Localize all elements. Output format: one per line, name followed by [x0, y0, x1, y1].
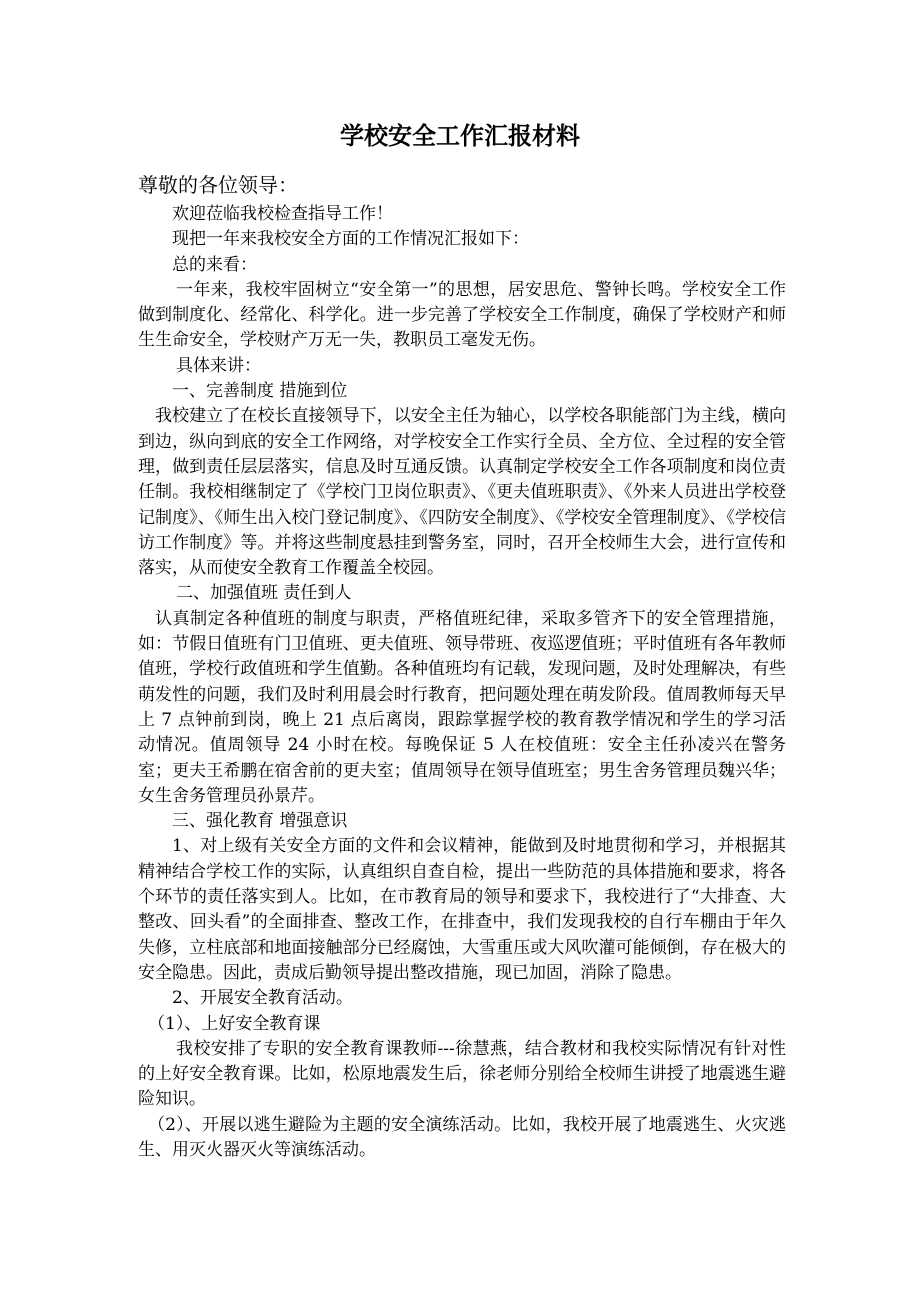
- section-3-item-1: 1、对上级有关安全方面的文件和会议精神，能做到及时地贯彻和学习，并根据其精神结合学校工作的实际，认真组织自查自检，提出一些防范的具体措施和要求，将各个环节的责任落实到人。比如，在市教育局的领导和要求下，我校进行了“大排查、大整改、回头看”的全面排查、整改工作，在排查中，我们发现我校的自行车棚由于年久失修，立柱底部和地面接触部分已经腐蚀，大雪重压或大风吹灌可能倾倒，存在极大的安全隐患。因此，责成后勤领导提出整改措施，现已加固，消除了隐患。: [138, 836, 786, 983]
- document-title: 学校安全工作汇报材料: [340, 121, 580, 150]
- paragraph-overview: 一年来，我校牢固树立“安全第一”的思想，居安思危、警钟长鸣。学校安全工作做到制度化、经常化、科学化。进一步完善了学校安全工作制度，确保了学校财产和师生生命安全，学校财产万无一失，教职员工毫发无伤。: [138, 279, 786, 351]
- section-3-item-2: 2、开展安全教育活动。: [172, 988, 353, 1009]
- paragraph-welcome: 欢迎莅临我校检查指导工作！: [172, 204, 393, 224]
- sub-item-2: （2）、开展以逃生避险为主题的安全演练活动。比如，我校开展了地震逃生、火灾逃生、用灭火器灭火等演练活动。: [138, 1114, 786, 1160]
- section-2-body: 认真制定各种值班的制度与职责，严格值班纪律，采取多管齐下的安全管理措施，如：节假日值班有门卫值班、更夫值班、领导带班、夜巡逻值班；平时值班有各年教师值班，学校行政值班和学生值勤。各种值班均有记载，发现问题，及时处理解决，有些萌发性的问题，我们及时利用晨会时行教育，把问题处理在萌发阶段。值周教师每天早上 7 点钟前到岗，晚上 21 点后离岗，跟踪掌握学校的教育教学情况和学生的学习活动情况。值周领导 24 小时在校。每晚保证 5 人在校值班：安全主任孙凌兴在警务室；更夫王希鹏在宿舍前的更夫室；值周领导在领导值班室；男生舍务管理员魏兴华；女生舍务管理员孙景芹。: [138, 608, 786, 806]
- section-heading-1: 一、完善制度 措施到位: [172, 381, 348, 402]
- paragraph-overview-label: 总的来看：: [172, 254, 257, 275]
- document-body: [138, 202, 786, 1163]
- section-1-body: 我校建立了在校长直接领导下，以安全主任为轴心，以学校各职能部门为主线，横向到边，纵向到底的安全工作网络，对学校安全工作实行全员、全方位、全过程的安全管理，做到责任层层落实，信息及时互通反馈。认真制定学校安全工作各项制度和岗位责任制。我校相继制定了《学校门卫岗位职责》、《更夫值班职责》、《外来人员进出学校登记制度》、《师生出入校门登记制度》、《四防安全制度》、《学校安全管理制度》、《学校信访工作制度》等。并将这些制度悬挂到警务室，同时，召开全校师生大会，进行宣传和落实，从而使安全教育工作覆盖全校园。: [138, 406, 786, 579]
- paragraph-details-label: 具体来讲：: [176, 355, 261, 376]
- paragraph-intro: 现把一年来我校安全方面的工作情况汇报如下：: [172, 229, 529, 250]
- section-heading-2: 二、加强值班 责任到人: [176, 583, 352, 604]
- section-heading-3: 三、强化教育 增强意识: [172, 811, 348, 832]
- sub-item-1-heading: （1）、上好安全教育课: [148, 1013, 321, 1034]
- greeting: 尊敬的各位领导：: [138, 173, 298, 197]
- sub-item-1-body: 我校安排了专职的安全教育课教师---徐慧燕，结合教材和我校实际情况有针对性的上好安全教育课。比如，松原地震发生后，徐老师分别给全校师生讲授了地震逃生避险知识。: [138, 1038, 786, 1110]
